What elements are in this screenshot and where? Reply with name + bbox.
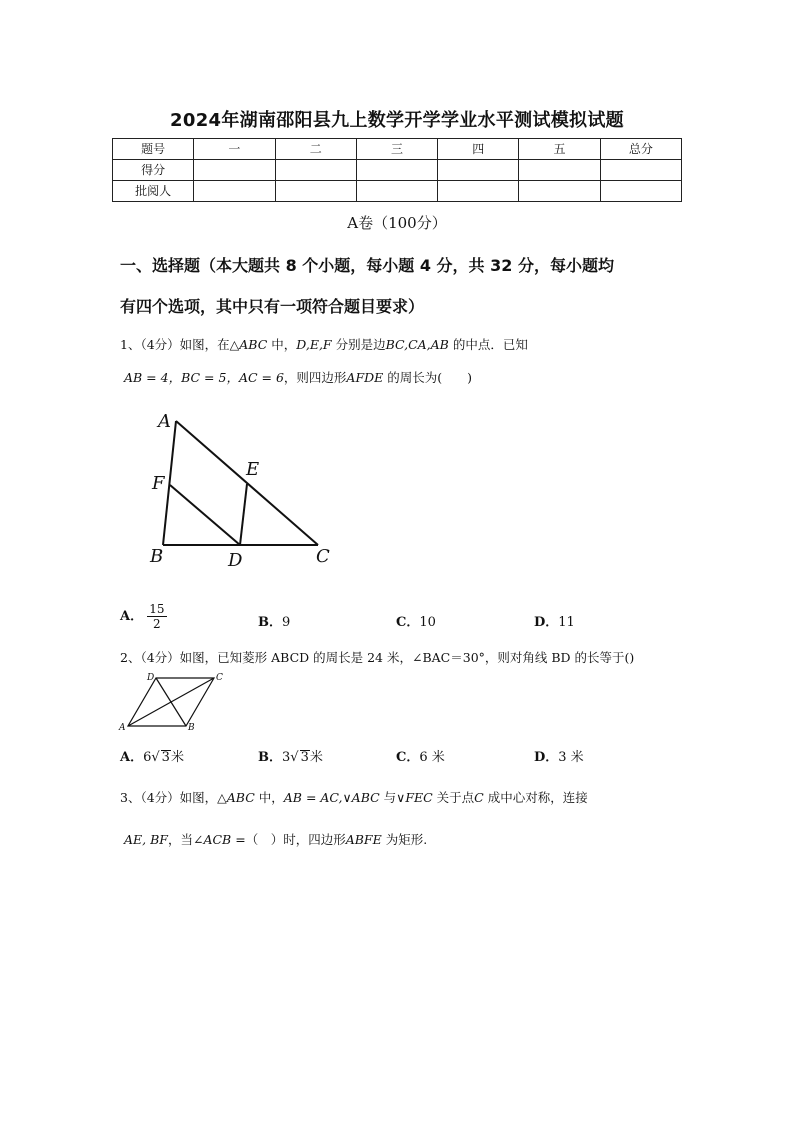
radicand: 3 bbox=[161, 750, 170, 765]
table-cell bbox=[600, 160, 681, 181]
label-f: F bbox=[152, 473, 165, 494]
unit: 米 bbox=[309, 750, 323, 765]
label-a: A bbox=[119, 723, 126, 733]
table-cell: 题号 bbox=[113, 139, 194, 160]
segment-fd bbox=[170, 485, 240, 545]
section-a-heading: A卷（100分） bbox=[347, 214, 447, 232]
choice-text: 11 bbox=[558, 615, 575, 630]
q1-quad: AFDE bbox=[346, 370, 384, 385]
q1-text: 分别是边 bbox=[331, 337, 386, 352]
label-b: B bbox=[188, 723, 195, 733]
q3-angle: ∠ACB = bbox=[192, 832, 246, 847]
q3-point: C bbox=[474, 790, 484, 805]
q3-text: 中， bbox=[254, 790, 284, 805]
q1-choice-d bbox=[534, 611, 575, 630]
q1-text: ，则四边形 bbox=[283, 370, 347, 385]
table-cell: 三 bbox=[356, 139, 437, 160]
section1-heading-line2: 有四个选项，其中只有一项符合题目要求） bbox=[120, 297, 425, 316]
label-b: B bbox=[150, 546, 164, 567]
segment-ed bbox=[240, 484, 247, 545]
label-a: A bbox=[158, 411, 171, 432]
q2-rhombus-figure bbox=[118, 670, 228, 734]
q3-condition: AB = AC,∨ABC bbox=[283, 790, 380, 805]
q3-text: 成中心对称，连接 bbox=[483, 790, 588, 805]
q3-triangle2: ∨FEC bbox=[396, 790, 433, 805]
sqrt-icon: √ bbox=[151, 750, 160, 765]
table-row bbox=[113, 160, 682, 181]
q3-text: 与 bbox=[379, 790, 397, 805]
q2-choice-d bbox=[534, 746, 584, 765]
q1-choice-c bbox=[396, 611, 436, 630]
q1-given: AB = 4，BC = 5，AC = 6 bbox=[124, 370, 284, 385]
q3-text: 为矩形. bbox=[381, 832, 428, 847]
diagonal-bd bbox=[156, 678, 186, 726]
q1-prefix: 1、（4分）如图，在 bbox=[120, 337, 230, 352]
choice-label: C． bbox=[396, 615, 420, 630]
table-cell bbox=[275, 181, 356, 202]
fraction-numerator: 15 bbox=[149, 602, 165, 616]
table-cell bbox=[438, 160, 519, 181]
table-cell bbox=[194, 181, 275, 202]
table-cell bbox=[275, 160, 356, 181]
q2-choice-c bbox=[396, 746, 445, 765]
choice-label: A． bbox=[120, 750, 144, 765]
choice-text: 9 bbox=[282, 615, 291, 630]
q2-text: 2、（4分）如图，已知菱形 ABCD 的周长是 24 米，∠BAC＝30°，则对角线 BD 的长等于() bbox=[120, 650, 635, 665]
table-cell bbox=[600, 181, 681, 202]
score-table-header bbox=[113, 139, 682, 160]
q1-choice-a bbox=[120, 602, 167, 631]
section1-heading-line1: 一、选择题（本大题共 8 个小题，每小题 4 分，共 32 分，每小题均 bbox=[120, 256, 614, 275]
label-c: C bbox=[216, 673, 223, 683]
score-table bbox=[112, 138, 682, 202]
table-cell: 批阅人 bbox=[113, 181, 194, 202]
label-d: D bbox=[228, 550, 243, 571]
q1-sides: BC,CA,AB bbox=[385, 337, 449, 352]
label-c: C bbox=[316, 546, 330, 567]
table-cell: 总分 bbox=[600, 139, 681, 160]
q3-triangle: △ABC bbox=[217, 790, 255, 805]
table-row bbox=[113, 181, 682, 202]
table-cell bbox=[519, 181, 600, 202]
choice-label: C． bbox=[396, 750, 420, 765]
table-cell: 二 bbox=[275, 139, 356, 160]
choice-label: D． bbox=[534, 750, 559, 765]
choice-text: 6 米 bbox=[419, 750, 445, 765]
table-cell bbox=[438, 181, 519, 202]
q1-text: 的周长为( ) bbox=[383, 370, 473, 385]
q1-line2 bbox=[124, 368, 472, 386]
q3-text: 关于点 bbox=[432, 790, 475, 805]
table-cell: 四 bbox=[438, 139, 519, 160]
q3-line2 bbox=[124, 830, 427, 848]
radicand: 3 bbox=[300, 750, 309, 765]
q3-segments: AE, BF bbox=[124, 832, 168, 847]
table-cell bbox=[356, 160, 437, 181]
q1-text: 的中点．已知 bbox=[448, 337, 528, 352]
exam-title: 2024年湖南邵阳县九上数学开学学业水平测试模拟试题 bbox=[170, 110, 624, 131]
table-cell: 一 bbox=[194, 139, 275, 160]
q1-triangle-figure bbox=[140, 405, 350, 575]
coefficient: 3 bbox=[282, 750, 291, 765]
segment-ab bbox=[163, 421, 176, 545]
label-d: D bbox=[147, 673, 155, 683]
q3-quad: ABFE bbox=[345, 832, 382, 847]
q2-choice-b bbox=[258, 746, 323, 765]
q1-choice-b bbox=[258, 611, 290, 630]
segment-ac bbox=[176, 421, 318, 545]
q1-text: 中， bbox=[267, 337, 297, 352]
table-cell bbox=[519, 160, 600, 181]
table-cell: 五 bbox=[519, 139, 600, 160]
choice-text: 10 bbox=[419, 615, 436, 630]
choice-label: B． bbox=[258, 750, 282, 765]
choice-label: A． bbox=[120, 609, 144, 624]
q1-points: D,E,F bbox=[296, 337, 332, 352]
fraction-denominator: 2 bbox=[153, 617, 161, 631]
q3-text: （ ）时，四边形 bbox=[245, 832, 346, 847]
label-e: E bbox=[246, 459, 260, 480]
choice-text: 3 米 bbox=[558, 750, 584, 765]
q1-line1 bbox=[120, 335, 528, 353]
fraction bbox=[147, 602, 166, 631]
table-cell bbox=[356, 181, 437, 202]
q3-text: ，当 bbox=[167, 832, 193, 847]
sqrt-icon: √ bbox=[290, 750, 299, 765]
table-cell: 得分 bbox=[113, 160, 194, 181]
q2-choice-a bbox=[120, 746, 184, 765]
unit: 米 bbox=[170, 750, 184, 765]
q3-prefix: 3、（4分）如图， bbox=[120, 790, 218, 805]
q3-line1 bbox=[120, 788, 588, 806]
choice-label: B． bbox=[258, 615, 282, 630]
coefficient: 6 bbox=[143, 750, 152, 765]
choice-label: D． bbox=[534, 615, 559, 630]
q1-triangle: △ABC bbox=[229, 337, 268, 352]
table-cell bbox=[194, 160, 275, 181]
